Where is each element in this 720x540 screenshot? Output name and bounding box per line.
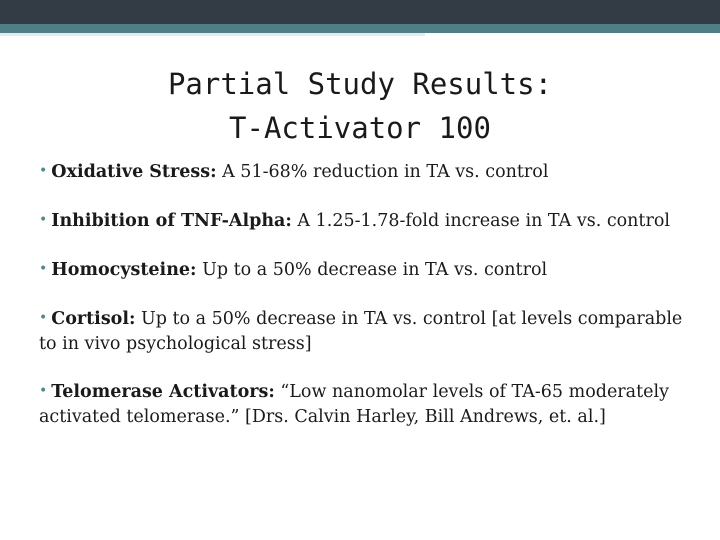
- bullet-dot-icon: •: [39, 163, 48, 179]
- bullet-homocysteine: [39, 258, 699, 283]
- bullet-dot-icon: •: [39, 212, 48, 228]
- bullet-label: Inhibition of TNF-Alpha:: [51, 211, 292, 231]
- slide-title: [0, 62, 720, 150]
- slide-title-line-1: Partial Study Results:: [167, 67, 553, 101]
- bullet-oxidative-stress: [39, 160, 699, 185]
- slide-title-line-2: T-Activator 100: [229, 111, 491, 145]
- accent-bar: [0, 24, 720, 33]
- bullet-text: A 51-68% reduction in TA vs. control: [216, 162, 549, 182]
- bullet-dot-icon: •: [39, 261, 48, 277]
- bullet-label: Homocysteine:: [51, 260, 197, 280]
- bullet-text: A 1.25-1.78-fold increase in TA vs. control: [291, 211, 670, 231]
- bullet-tnf-alpha: [39, 209, 699, 234]
- bullet-text: “Low nanomolar levels of TA-65 moderately activated telomerase.” [Drs. Calvin Harley, Bill Andrews, et. al.]: [39, 382, 669, 427]
- bullet-dot-icon: •: [39, 310, 48, 326]
- accent-highlight-strip: [0, 33, 425, 36]
- bullet-text: Up to a 50% decrease in TA vs. control [at levels comparable to in vivo psychological stress]: [39, 309, 683, 354]
- top-header-bar: [0, 0, 720, 24]
- bullet-text: Up to a 50% decrease in TA vs. control: [196, 260, 548, 280]
- bullet-label: Cortisol:: [51, 309, 136, 329]
- bullet-cortisol: [39, 307, 699, 356]
- bullet-telomerase-activators: [39, 380, 699, 429]
- bullet-label: Oxidative Stress:: [51, 162, 217, 182]
- bullet-list: [39, 160, 699, 453]
- bullet-label: Telomerase Activators:: [51, 382, 275, 402]
- bullet-dot-icon: •: [39, 383, 48, 399]
